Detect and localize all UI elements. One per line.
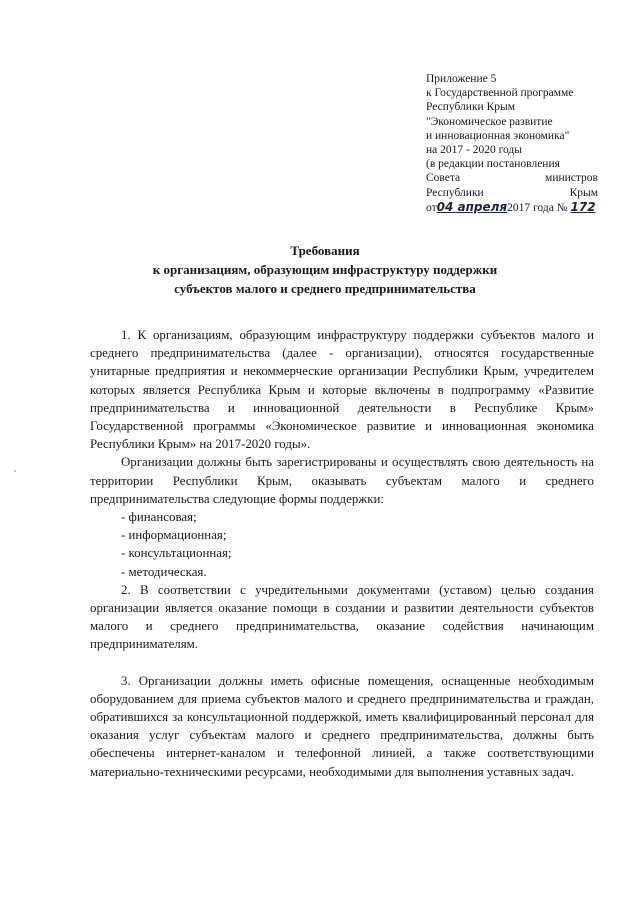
paragraph-3: 2. В соответствии с учредительными документами (уставом) целью создания организации является оказание помощи в создании и развитии деятельности субъектов малого и среднего предпринимательства, оказание содействия начинающим предпринимателям. (90, 582, 594, 652)
list-item: - методическая. (121, 564, 207, 579)
title-line: субъектов малого и среднего предпринимательства (174, 281, 476, 296)
annex-line: "Экономическое развитие (426, 115, 553, 128)
paragraph-gap (90, 654, 594, 672)
annex-line: на 2017 - 2020 годы (426, 144, 523, 157)
annex-header (426, 72, 598, 215)
annex-date-line (426, 200, 598, 215)
date-middle: 2017 года № (507, 201, 568, 214)
list-item: - консультационная; (121, 546, 232, 561)
annex-word: Республики (426, 186, 484, 199)
annex-line-council (426, 171, 598, 185)
annex-word: Совета (426, 172, 461, 185)
list-item: - финансовая; (121, 510, 197, 525)
handwritten-date: 04 апреля (436, 199, 508, 214)
annex-word: министров (545, 172, 598, 185)
paragraph-4: 3. Организации должны иметь офисные помещения, оснащенные необходимым оборудованием для приема субъектов малого и среднего предпринимательства и граждан, обратившихся за консультационной поддержкой, иметь квалифицированный персонал для оказания услуг субъектам малого и среднего предпринимательства, должны быть обеспечены интернет-каналом и телефонной линией, а также соответствующими материально-техническими ресурсами, необходимыми для выполнения уставных задач. (90, 673, 594, 779)
annex-line: и инновационная экономика" (426, 129, 570, 142)
annex-word: Крым (569, 186, 598, 199)
annex-line: Республики Крым (426, 101, 515, 114)
title-line: Требования (290, 243, 360, 258)
annex-line: (в редакции постановления (426, 158, 560, 171)
handwritten-number: 172 (570, 199, 596, 214)
document-body (90, 326, 594, 781)
title-line: к организациям, образующим инфраструктуру поддержки (152, 262, 498, 277)
annex-line: к Государственной программе (426, 87, 574, 100)
paragraph-1: 1. К организациям, образующим инфраструктуру поддержки субъектов малого и среднего предпринимательства (далее - организации), относятся государственные унитарные предприятия и некоммерческие организации Республики Крым, учредителем которых является Республика Крым и которые включены в подпрограмму «Развитие предпринимательства и инновационной деятельности в Республике Крым» Государственной программы «Экономическое развитие и инновационная экономика Республики Крым» на 2017-2020 годы». (90, 328, 594, 452)
paragraph-2: Организации должны быть зарегистрированы и осуществлять свою деятельность на территории Республики Крым, оказывать субъектам малого и среднего предпринимательства следующие формы поддержки: (90, 455, 594, 506)
date-prefix: от (426, 201, 437, 214)
scan-dot (14, 470, 16, 472)
document-title (90, 241, 560, 298)
annex-line: Приложение 5 (426, 73, 497, 85)
list-item: - информационная; (121, 528, 227, 543)
annex-line-republic (426, 186, 598, 200)
